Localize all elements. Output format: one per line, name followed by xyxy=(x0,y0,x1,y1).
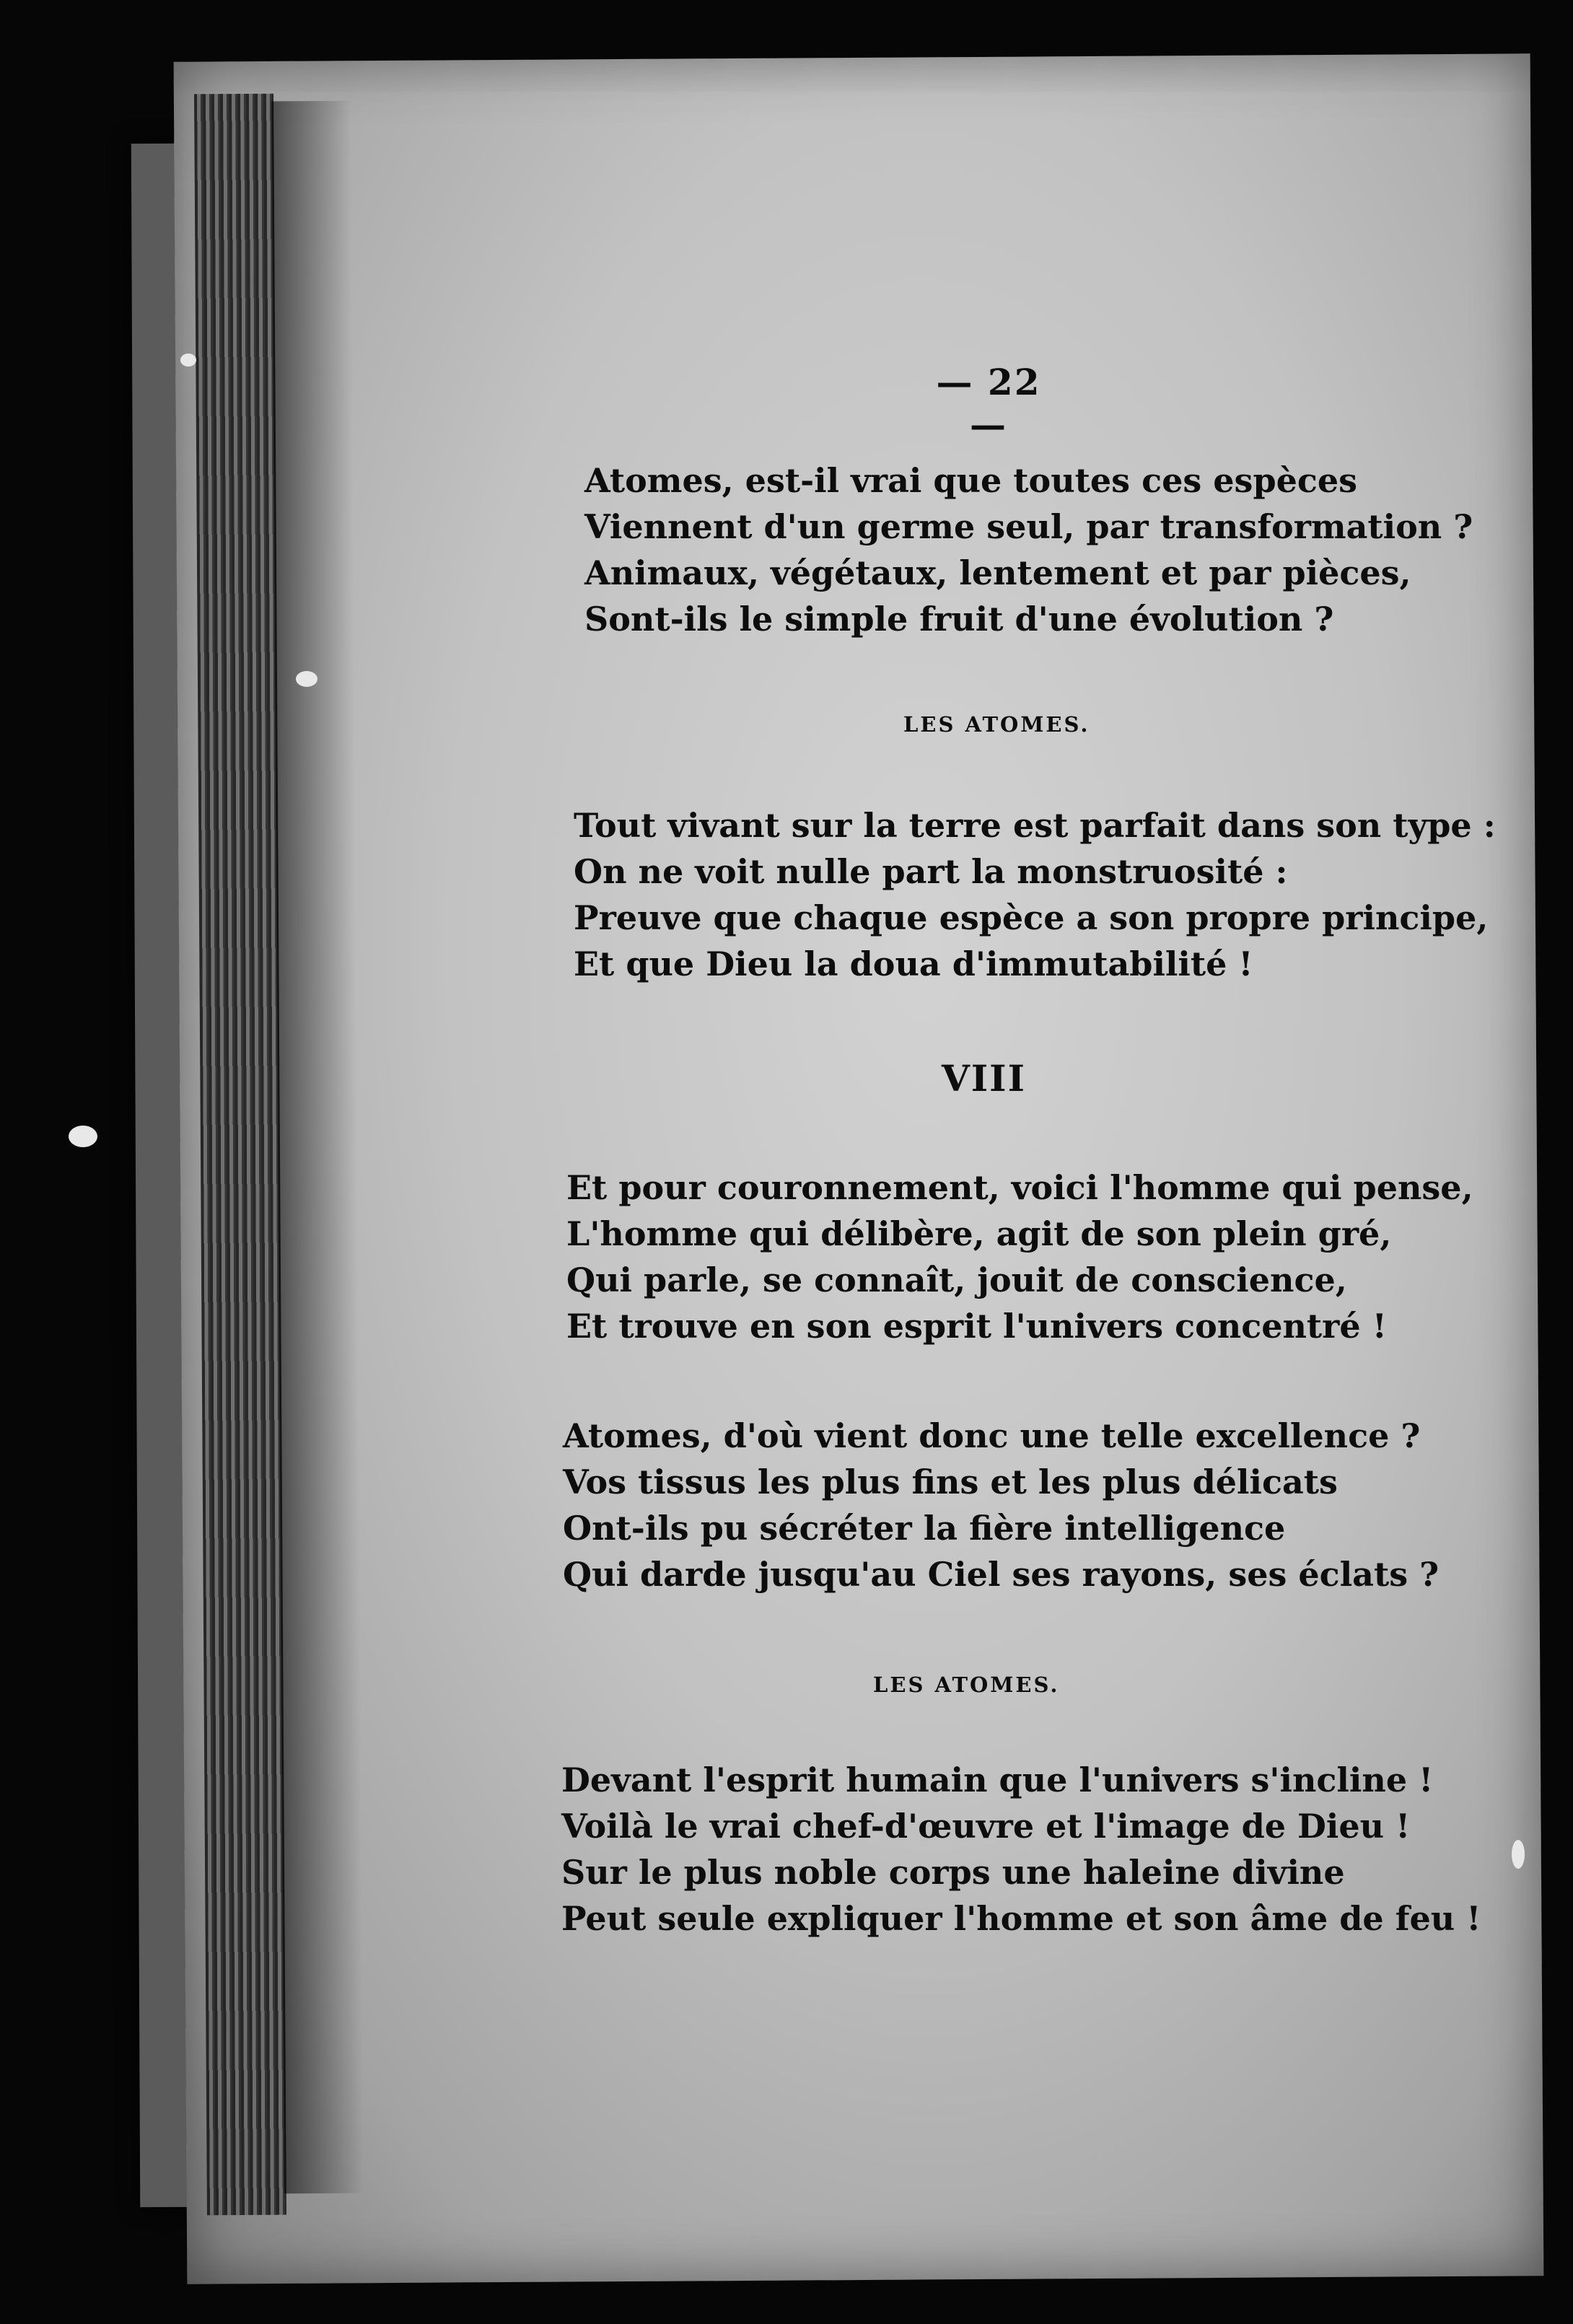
stanza-1 xyxy=(584,457,1473,642)
verse-line: On ne voit nulle part la monstruosité : xyxy=(574,852,1288,891)
verse-line: Peut seule expliquer l'homme et son âme de feu ! xyxy=(561,1899,1481,1938)
verse-line: Voilà le vrai chef-d'œuvre et l'image de Dieu ! xyxy=(561,1807,1411,1846)
verse-line: Sont-ils le simple fruit d'une évolution ? xyxy=(584,600,1334,639)
verse-line: Preuve que chaque espèce a son propre principe, xyxy=(574,898,1489,937)
verse-line: Vos tissus les plus fins et les plus délicats xyxy=(563,1463,1338,1501)
verse-line: Ont-ils pu sécréter la fière intelligence xyxy=(563,1509,1286,1548)
verse-line: L'homme qui délibère, agit de son plein gré, xyxy=(566,1214,1392,1253)
verse-line: Atomes, d'où vient donc une telle excellence ? xyxy=(563,1416,1421,1455)
verse-line: Tout vivant sur la terre est parfait dans son type : xyxy=(574,806,1496,845)
verse-line: Sur le plus noble corps une haleine divine xyxy=(561,1853,1345,1892)
speaker-heading: LES ATOMES. xyxy=(903,712,1090,737)
verse-line: Animaux, végétaux, lentement et par pièces, xyxy=(584,553,1411,592)
verse-line: Devant l'esprit humain que l'univers s'incline ! xyxy=(561,1760,1434,1799)
verse-line: Viennent d'un germe seul, par transformation ? xyxy=(584,507,1473,546)
stanza-3 xyxy=(566,1165,1473,1349)
speaker-heading: LES ATOMES. xyxy=(873,1672,1060,1697)
stanza-2 xyxy=(574,802,1496,987)
stanza-5 xyxy=(561,1757,1481,1942)
stanza-4 xyxy=(563,1413,1439,1597)
section-heading: VIII xyxy=(942,1057,1026,1100)
verse-line: Et pour couronnement, voici l'homme qui pense, xyxy=(566,1168,1473,1207)
verse-line: Qui parle, se connaît, jouit de conscience, xyxy=(566,1260,1347,1299)
verse-line: Qui darde jusqu'au Ciel ses rayons, ses éclats ? xyxy=(563,1555,1440,1594)
page-number: — 22 — xyxy=(936,361,1041,446)
verse-line: Et que Dieu la doua d'immutabilité ! xyxy=(574,944,1253,983)
verse-line: Atomes, est-il vrai que toutes ces espèces xyxy=(584,461,1358,500)
verse-line: Et trouve en son esprit l'univers concentré ! xyxy=(566,1307,1387,1346)
